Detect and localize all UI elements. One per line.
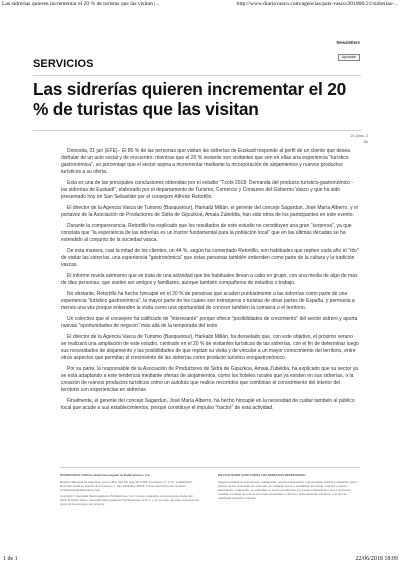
print-footer (0, 556, 400, 566)
headline-divider (33, 130, 361, 131)
newsletter-box (336, 40, 360, 63)
section-label[interactable]: SERVICIOS (33, 58, 94, 70)
article-meta (350, 133, 368, 145)
footer-rights-text: Queda prohibida la reproducción, distribución, puesta a disposición, comunicación pública y utilización total o parcial, de los contenidos de esta web, en cualquier forma o modalidad, sin previa, expresa y escrita autorización, incluyendo, en particular, su mera reproducción y/o puesta a disposición como resúmenes, reseñas o revistas de prensa con fines comerciales o directa o indirectamente lucrativos, a la que se manifiesta oposición expresa. (218, 480, 358, 500)
article-paragraph: Finalmente, el gerente del concejo Sagardun, José María Alberro, ha hecho hincapié en la necesidad de cuidar también al público local que acude a sus establecimientos, porque constituye el impulso "tractor" de esta actividad. (61, 398, 355, 411)
article-paragraph: El director de la Agencia Vasca de Turismo (Basquetour), Harkaitz Millán, ha desvelado que, con este objetivo, el próximo verano se realizará una ampliación de este estudio, centrado en el 20 % de visitantes turísticos de las sidrerías, con el fin de determinar luego sus necesidades de alojamiento y las posibilidades de que repitan su visita y de vincular a un mayor conocimiento del territorio, entre otros aspectos que permitan el crecimiento de las sidrerías como producto turístico enogastronómico. (61, 334, 359, 361)
article-paragraph: Durante la comparecencia, Retortillo ha explicado que los resultados de este estudio no constituyen una gran "sorpresa", ya que constata que "la experiencia de las sidrerías es un tractor fundamental para la población local" que en las últimas décadas se ha extendido al conjunto de la sociedad vasca. (61, 223, 352, 243)
article-paragraph: De esta manera, casi la mitad de los clientes, un 44 %, según ha comentado Retortillo, son habituales que repiten cada año el "rito" de visitar las sidrerías, una experiencia "gastronómica" que estas personas también entienden como parte de la cultura y la tradición vascas. (61, 248, 359, 268)
article-paragraph: El director de la Agencia Vasca de Turismo (Basquetour), Harkaitz Millán, el gerente del concejo Sagardun, José María Alberro, y el portavoz de la Asociación de Productores de Sidra de Gipuzkoa, Amaia Zubeldia, han sido otros de los participantes en este evento. (61, 205, 358, 218)
footer-legal-company (60, 473, 200, 508)
article-body (61, 148, 359, 416)
section-divider (33, 75, 361, 76)
article-paragraph: Por su parte, la responsable de la Asociación de Productores de Sidra de Gipuzkoa, Amaia Zubeldia, ha explicado que su sector ya se está adaptando a este tendencia mediante ofertas de alojamientos, como los hoteles rurales que ya existen en sus sidrerías, o la creación de nuevos productos turísticos como un autobús que realice recorridos que combinan el conocimiento del interior del territorio con experiencias en sidrerías. (61, 366, 359, 393)
newsletter-label: Newsletters (336, 40, 360, 45)
footer-company-title: DIARIOVASCO.COM Sociedad Vascongada de Publicaciones, S.A. (60, 473, 151, 477)
print-page-number: 1 de 1 (3, 556, 18, 562)
article-paragraph: No obstante, Retortillo ha hecho hincapié en el 20 % de personas que acuden puntualmente a las sidrerías como parte de una experiencia "turístico gastronómica", la mayor parte de los cuales son extranjeros o turistas de otras partes de España, y permacta a menos una vez porque entienden la visita como una oportunidad de conocer también la comarca o el territorio. (61, 291, 355, 311)
article-paragraph: Donostia, 21 jun (EFE).- El 80 % de las personas que visitan las sidrerías de Euskadi responde al perfil de un cliente que desea disfrutar de un acto social y de encuentro, mientras que el 20 % restante son visitantes que ven en ellas una experiencia "turístico gastronómica", un porcentaje que el sector aspira a incrementar mediante la incorporación de alojamientos y nuevos productos turísticos a su oferta. (61, 148, 350, 175)
print-page-title: Las sidrerías quieren incrementar el 20 % de turistas que las visitan |... (2, 1, 160, 7)
article-paragraph: Un colectivo que el consejero ha calificado de "interesante" porque ofrece "posibilidades de crecimiento" del sector sidrero y aporta nuevas "oportunidades de negocio" más allá de la temporada del txotx. (61, 316, 358, 329)
article-paragraph: Esta es una de las principales conclusiones obtenidas por el estudio "Txotx 2018: Demanda del producto turístico-gastronómico - las sidrerías de Euskadi", elaborado por el departamento de Turismo, Comercio y Consumo del Gobierno Vasco y que ha sido presentado hoy en San Sebastián por el consejero Alfredo Retortillo. (61, 180, 354, 200)
footer-copyright-text: Copyright © Sociedad Vascongada de Publicaciones, S.A. Incluye contenidos de la empresa citada, del diario El Diario Vasco, Sociedad Vascongada de Publicaciones, S.A.U., y, en su caso, de otras empresas del grupo de la empresa o de terceros. (60, 494, 199, 506)
print-datetime: 22/06/2018 18:09 (355, 556, 398, 562)
article-paragraph: El informe revela asimismo que se trata de una actividad que los habituales llevan a cabo en grupo, con una media de algo de más de diez personas, que suelen ser amigos y familiares, aunque también compañeros de estudios o trabajo. (61, 273, 358, 286)
print-header (0, 0, 400, 10)
print-page-url: http://www.diariovasco.com/agencias/pais-vasco/201806/21/sidrerias-... (236, 1, 398, 7)
footer-divider (60, 467, 360, 468)
footer-rights-title: EN CUALQUIER CASO TODOS LOS DERECHOS RESERVADOS: (218, 473, 306, 477)
footer-legal-rights (218, 473, 358, 502)
article-meta-extra: Se (363, 140, 368, 144)
footer-registry-text: Registro Mercantil de Gipuzkoa, tomo 1.616, folio 80, hoja SS-2.564. Inscripción 1ª. C.I.F.: A-20004073. Domicilio social en Camino de Portuetxe, 2. San Sebastián 20018. Correo electrónico de contacto: contactoweb@diariovasco.com (60, 480, 193, 492)
article-date: 21 junio, 2 (350, 134, 368, 138)
newsletter-signup-button[interactable]: Apuntate (338, 54, 360, 61)
article-headline: Las sidrerías quieren incrementar el 20 % de turistas que las visitan (33, 79, 347, 119)
